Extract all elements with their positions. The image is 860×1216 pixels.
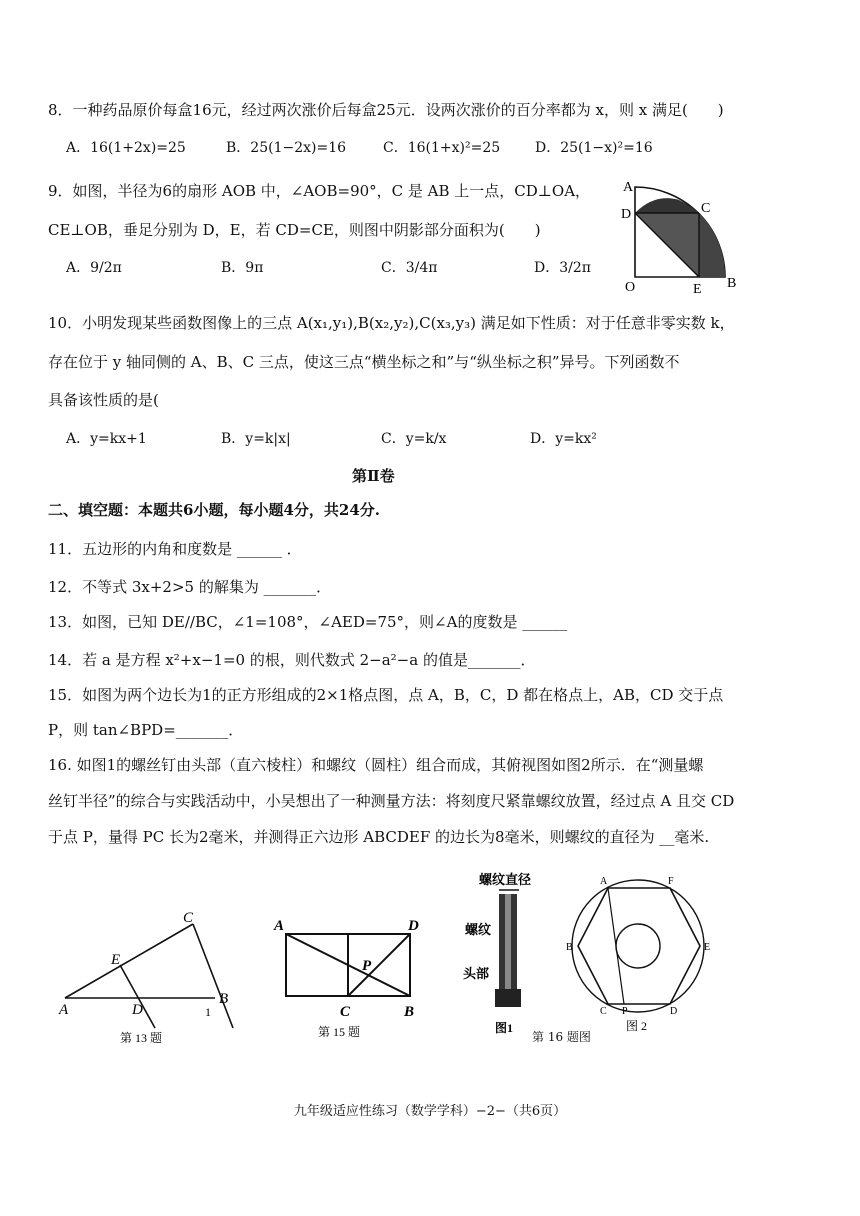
q10-line1: 10．小明发现某些函数图像上的三点 A(x₁,y₁),B(x₂,y₂),C(x₃,y₃) 满足如下性质：对于任意非零实数 k， — [48, 314, 735, 332]
q9-label-o: O — [625, 280, 636, 295]
q9-label-b: B — [727, 276, 737, 291]
q9-line1: 9．如图，半径为6的扇形 AOB 中，∠AOB=90°，C 是 AB 上一点，CD⊥OA， — [48, 182, 591, 200]
q13-label-a: A — [59, 1002, 69, 1018]
q16-label-thread: 螺纹 — [465, 922, 492, 937]
q16-line2: 丝钉半径”的综合与实践活动中，小吴想出了一种测量方法：将刻度尺紧靠螺纹放置，经过点 A 且交 CD — [48, 792, 735, 810]
q16-label-e: E — [704, 942, 711, 953]
q8-option-d: D．25(1−x)²=16 — [535, 140, 653, 156]
q16-hexagon-figure — [560, 870, 720, 1035]
q9-label-e: E — [693, 282, 702, 295]
q8-stem: 8．一种药品原价每盒16元，经过两次涨价后每盒25元．设两次涨价的百分率都为 x，则 x 满足( ) — [48, 101, 724, 119]
q9-option-c: C．3/4π — [381, 260, 438, 276]
q15-line2: P，则 tan∠BPD=_______． — [48, 721, 244, 739]
q16-fig1-caption: 图1 — [495, 1021, 514, 1035]
q9-label-a: A — [623, 180, 634, 195]
q10-line2: 存在位于 y 轴同侧的 A、B、C 三点，使这三点“横坐标之和”与“纵坐标之积”异号。下列函数不 — [48, 353, 680, 371]
q11: 11．五边形的内角和度数是 ______ ． — [48, 540, 302, 558]
q12: 12．不等式 3x+2>5 的解集为 _______． — [48, 578, 332, 596]
q16-label-d: D — [670, 1006, 678, 1017]
q16-label-head: 头部 — [463, 966, 490, 981]
q16-screw-figure — [455, 868, 565, 1048]
q9-sector-figure — [615, 175, 745, 295]
q13-caption: 第 13 题 — [120, 1031, 163, 1045]
q15-line1: 15．如图为两个边长为1的正方形组成的2×1格点图，点 A，B，C，D 都在格点上，AB，CD 交于点 — [48, 686, 724, 704]
q10-line3: 具备该性质的是( — [48, 391, 159, 409]
q8-option-c: C．16(1+x)²=25 — [383, 140, 501, 156]
page-footer: 九年级适应性练习（数学学科）−2−（共6页） — [293, 1104, 567, 1119]
q9-option-d: D．3/2π — [534, 260, 591, 276]
q10-option-b: B．y=k|x| — [221, 431, 291, 447]
q15-label-a: A — [274, 918, 285, 934]
q9-option-a: A．9/2π — [66, 260, 122, 276]
q15-label-p: P — [362, 958, 372, 974]
q16-label-a: A — [600, 876, 608, 887]
q10-option-d: D．y=kx² — [530, 431, 597, 447]
q9-option-b: B．9π — [221, 260, 264, 276]
q13-label-c: C — [183, 910, 194, 926]
q13: 13．如图，已知 DE//BC，∠1=108°，∠AED=75°，则∠A的度数是 ______ — [48, 613, 568, 631]
q10-option-a: A．y=kx+1 — [66, 431, 147, 447]
q13-label-b: B — [219, 991, 229, 1007]
q15-grid-figure — [268, 912, 428, 1047]
q16-line1: 16. 如图1的螺丝钉由头部（直六棱柱）和螺纹（圆柱）组合而成，其俯视图如图2所示．在“测量螺 — [48, 756, 704, 774]
q16-label-c: C — [600, 1006, 607, 1017]
q15-label-c: C — [340, 1004, 351, 1020]
section-title: 第Ⅱ卷 — [352, 467, 395, 485]
q9-label-c: C — [701, 201, 711, 216]
q16-line3: 于点 P，量得 PC 长为2毫米，并测得正六边形 ABCDEF 的边长为8毫米，则螺纹的直径为 __毫米. — [48, 828, 710, 846]
q9-label-d: D — [621, 207, 632, 222]
q15-label-d: D — [408, 918, 419, 934]
q15-label-b: B — [404, 1004, 415, 1020]
q16-caption: 第 16 题图 — [532, 1030, 591, 1044]
section-heading: 二、填空题：本题共6小题，每小题4分，共24分. — [48, 501, 380, 519]
q13-label-angle1: 1 — [205, 1005, 211, 1019]
q10-option-c: C．y=k/x — [381, 431, 447, 447]
q13-label-d: D — [132, 1002, 143, 1018]
q16-fig2-caption: 图 2 — [626, 1019, 648, 1033]
q16-label-p: P — [622, 1006, 628, 1017]
q13-triangle-figure — [55, 910, 245, 1050]
q16-label-f: F — [668, 876, 674, 887]
q9-line2: CE⊥OB，垂足分别为 D，E，若 CD=CE，则图中阴影部分面积为( ) — [48, 221, 541, 239]
q8-option-a: A．16(1+2x)=25 — [66, 140, 186, 156]
q15-caption: 第 15 题 — [318, 1025, 361, 1039]
q14: 14．若 a 是方程 x²+x−1=0 的根，则代数式 2−a²−a 的值是_______． — [48, 651, 536, 669]
q16-label-b: B — [566, 942, 573, 953]
q8-option-b: B．25(1−2x)=16 — [226, 140, 347, 156]
q13-label-e: E — [111, 952, 121, 968]
q16-label-diameter: 螺纹直径 — [479, 872, 532, 887]
